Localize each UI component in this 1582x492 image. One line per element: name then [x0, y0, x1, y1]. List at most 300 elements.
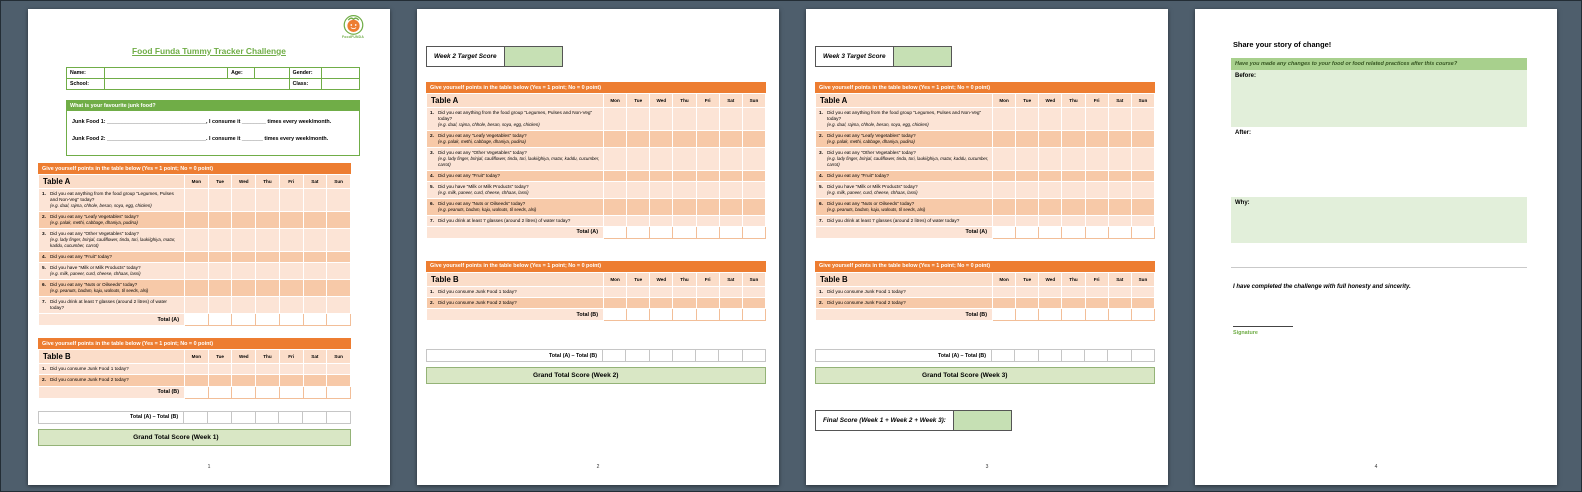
- total-cell: [1062, 309, 1085, 321]
- score-cell: [604, 298, 627, 309]
- score-cell: [185, 279, 209, 296]
- points-instruction-band: Give yourself points in the table below (Yes = 1 point; No = 0 point): [426, 82, 766, 93]
- question-wrap: [438, 173, 601, 179]
- question-wrap: [827, 173, 990, 179]
- total-cell: [1016, 226, 1039, 238]
- score-cell: [673, 148, 696, 171]
- table-header-row: [427, 272, 766, 286]
- question-wrap: [827, 201, 990, 213]
- grand-total-label: Grand Total Score (Week 3): [921, 372, 1008, 380]
- total-row: [816, 226, 1155, 238]
- diff-cells: [991, 350, 1154, 361]
- question-number: 7.: [42, 298, 46, 304]
- school-field: [105, 79, 290, 90]
- question-row: [816, 131, 1155, 148]
- question-wrap: [50, 265, 182, 277]
- score-cell: [327, 296, 351, 313]
- score-cell: [650, 181, 673, 198]
- question-number: 2.: [430, 133, 434, 139]
- page-number: 3: [985, 464, 989, 470]
- total-cell: [604, 226, 627, 238]
- day-header: Mon: [604, 272, 627, 286]
- diff-cell: [183, 412, 207, 423]
- question-cell: [427, 181, 604, 198]
- diff-cell: [1131, 350, 1154, 361]
- page-4: [1195, 9, 1557, 485]
- total-diff-row: [426, 349, 766, 362]
- total-cell: [208, 386, 232, 398]
- question-number: 2.: [42, 377, 46, 383]
- score-cell: [327, 251, 351, 262]
- score-cell: [627, 181, 650, 198]
- divider-line: [1231, 267, 1527, 268]
- score-cell: [742, 148, 765, 171]
- total-cell: [1131, 226, 1154, 238]
- day-header: Sun: [742, 94, 765, 108]
- question-number: 6.: [42, 281, 46, 287]
- school-label: School:: [67, 79, 105, 90]
- question-number: 2.: [819, 133, 823, 139]
- question-cell: [427, 198, 604, 215]
- score-cell: [256, 279, 280, 296]
- score-cell: [650, 148, 673, 171]
- day-header: Fri: [696, 272, 719, 286]
- score-cell: [993, 198, 1016, 215]
- score-cell: [208, 229, 232, 252]
- table-b-section: [815, 261, 1155, 321]
- table-title: Table B: [427, 272, 604, 286]
- score-cell: [719, 198, 742, 215]
- score-cell: [719, 170, 742, 181]
- question-examples: (e.g. palak, methi, cabbage, dhaniya, pudina): [827, 139, 915, 145]
- score-cell: [185, 375, 209, 386]
- question-inner: [39, 297, 184, 313]
- question-row: [39, 279, 351, 296]
- score-cell: [1085, 148, 1108, 171]
- question-cell: [39, 229, 185, 252]
- score-cell: [185, 212, 209, 229]
- question-row: [39, 296, 351, 313]
- table-b: [815, 272, 1155, 321]
- question-wrap: [438, 289, 601, 295]
- question-inner: [427, 199, 603, 215]
- score-cell: [1016, 170, 1039, 181]
- week3-target-label: Week 3 Target Score: [815, 46, 894, 67]
- question-text: Did you eat any "Fruit" today?: [50, 253, 112, 259]
- score-cell: [1108, 181, 1131, 198]
- score-cell: [696, 215, 719, 226]
- score-cell: [1108, 108, 1131, 131]
- score-cell: [1039, 181, 1062, 198]
- score-cell: [1062, 148, 1085, 171]
- score-cell: [1016, 286, 1039, 297]
- diff-cell: [1038, 350, 1061, 361]
- story-question-banner: Have you made any changes to your food or food related practices after this course?: [1231, 58, 1527, 70]
- question-text: Did you eat any "Other Vegetables" today?: [50, 231, 139, 237]
- question-cell: [39, 262, 185, 279]
- question-inner: [39, 252, 184, 262]
- table-header-row: [816, 272, 1155, 286]
- question-examples: (e.g. peanuts, badam, kaju, walnuts, til seeds, alsi): [438, 207, 537, 213]
- score-cell: [1131, 286, 1154, 297]
- total-row: [427, 309, 766, 321]
- after-label: After:: [1235, 130, 1251, 136]
- score-cell: [742, 181, 765, 198]
- question-cell: [427, 298, 604, 309]
- question-examples: (e.g. milk, paneer, curd, cheese, chhaas, lassi): [438, 190, 529, 196]
- table-b: [38, 349, 351, 398]
- table-header-row: [39, 175, 351, 189]
- question-cell: [39, 279, 185, 296]
- day-header: Tue: [208, 350, 232, 364]
- score-cell: [1039, 108, 1062, 131]
- day-header: Sat: [719, 272, 742, 286]
- question-text: Did you consume Junk Food 1 today?: [438, 288, 517, 294]
- question-number: 4.: [819, 172, 823, 178]
- question-row: [427, 286, 766, 297]
- story-title: Share your story of change!: [1233, 40, 1332, 49]
- total-cell: [1016, 309, 1039, 321]
- total-label: Total (B): [39, 386, 185, 398]
- question-row: [39, 212, 351, 229]
- total-cell: [604, 309, 627, 321]
- question-examples: (e.g. daal, rajma, chhole, besan, soya, egg, chicken): [50, 203, 152, 209]
- score-cell: [650, 108, 673, 131]
- score-cell: [696, 170, 719, 181]
- question-text: Did you have "Milk or Milk Products" today?: [50, 264, 141, 270]
- name-label: Name:: [67, 68, 105, 79]
- question-cell: [816, 215, 993, 226]
- score-cell: [673, 108, 696, 131]
- question-wrap: [827, 300, 990, 306]
- question-row: [427, 215, 766, 226]
- score-cell: [1062, 108, 1085, 131]
- score-cell: [256, 189, 280, 212]
- foodfunda-logo: [336, 14, 370, 39]
- question-text: Did you eat anything from the food group "Legumes, Pulses and Non-Veg" today?: [50, 191, 174, 203]
- score-cell: [1085, 298, 1108, 309]
- total-cell: [719, 309, 742, 321]
- question-examples: (e.g. lady finger, brinjal, cauliflower, tinda, tori, lauki/ghiya, matar, kaddu, cucumber, carrot): [50, 237, 176, 248]
- score-cell: [604, 131, 627, 148]
- question-number: 5.: [430, 183, 434, 189]
- diff-label: Total (A) – Total (B): [548, 352, 598, 359]
- score-cell: [696, 131, 719, 148]
- score-cell: [1108, 198, 1131, 215]
- diff-cell: [1061, 350, 1084, 361]
- score-cell: [232, 212, 256, 229]
- score-cell: [327, 212, 351, 229]
- score-cell: [1085, 131, 1108, 148]
- diff-cell: [991, 350, 1014, 361]
- table-title: Table A: [39, 175, 185, 189]
- question-cell: [39, 251, 185, 262]
- score-cell: [993, 148, 1016, 171]
- question-inner: [816, 199, 992, 215]
- question-row: [39, 189, 351, 212]
- score-cell: [1062, 170, 1085, 181]
- question-wrap: [438, 201, 601, 213]
- question-row: [427, 148, 766, 171]
- score-cell: [327, 375, 351, 386]
- day-header: Sun: [742, 272, 765, 286]
- why-section: [1231, 197, 1527, 243]
- question-number: 5.: [819, 183, 823, 189]
- info-row-2: [67, 79, 360, 90]
- question-cell: [427, 108, 604, 131]
- day-header: Fri: [1085, 94, 1108, 108]
- points-instruction-band: Give yourself points in the table below (Yes = 1 point; No = 0 point): [815, 261, 1155, 272]
- score-cell: [696, 181, 719, 198]
- total-row: [39, 314, 351, 326]
- question-number: 3.: [819, 150, 823, 156]
- table-title: Table B: [39, 350, 185, 364]
- question-cell: [816, 181, 993, 198]
- table-b-section: [38, 338, 351, 398]
- total-cell: [256, 386, 280, 398]
- question-row: [816, 108, 1155, 131]
- score-cell: [673, 181, 696, 198]
- question-inner: [816, 171, 992, 181]
- question-inner: [816, 108, 992, 130]
- score-cell: [673, 286, 696, 297]
- score-cell: [256, 375, 280, 386]
- score-cell: [627, 215, 650, 226]
- question-wrap: [50, 377, 182, 383]
- declaration-text: I have completed the challenge with full honesty and sincerity.: [1233, 284, 1411, 290]
- total-cell: [185, 386, 209, 398]
- score-cell: [1131, 108, 1154, 131]
- score-cell: [303, 229, 327, 252]
- score-cell: [719, 298, 742, 309]
- question-number: 3.: [430, 150, 434, 156]
- score-cell: [232, 262, 256, 279]
- score-cell: [993, 131, 1016, 148]
- score-cell: [1016, 298, 1039, 309]
- total-cell: [279, 314, 303, 326]
- total-cell: [696, 309, 719, 321]
- question-text: Did you drink at least 7 glasses (around 2 litres) of water today?: [827, 217, 960, 223]
- total-cell: [1039, 309, 1062, 321]
- question-wrap: [438, 150, 601, 168]
- table-header-row: [427, 94, 766, 108]
- question-row: [427, 108, 766, 131]
- table-b: [426, 272, 766, 321]
- question-number: 1.: [42, 191, 46, 196]
- diff-cell: [625, 350, 648, 361]
- question-text: Did you eat anything from the food group "Legumes, Pulses and Non-Veg" today?: [827, 110, 982, 122]
- score-cell: [1131, 148, 1154, 171]
- score-cell: [650, 198, 673, 215]
- diff-cell: [695, 350, 718, 361]
- question-inner: [816, 298, 992, 308]
- question-row: [427, 198, 766, 215]
- total-cell: [1039, 226, 1062, 238]
- day-header: Wed: [650, 94, 673, 108]
- day-header: Sun: [327, 350, 351, 364]
- question-inner: [427, 131, 603, 147]
- score-cell: [742, 198, 765, 215]
- story-box: [1231, 70, 1527, 243]
- total-cell: [1062, 226, 1085, 238]
- day-header: Wed: [232, 350, 256, 364]
- question-examples: (e.g. peanuts, badam, kaju, walnuts, til seeds, alsi): [50, 288, 149, 294]
- table-title: Table A: [816, 94, 993, 108]
- score-cell: [279, 251, 303, 262]
- score-cell: [627, 170, 650, 181]
- question-number: 4.: [42, 253, 46, 259]
- question-inner: [39, 189, 184, 211]
- table-header-row: [816, 94, 1155, 108]
- question-examples: (e.g. lady finger, brinjal, cauliflower, tinda, tori, lauki/ghiya, matar, kaddu, cucumber, carrot): [827, 156, 989, 167]
- question-inner: [39, 263, 184, 279]
- score-cell: [1085, 181, 1108, 198]
- question-text: Did you drink at least 7 glasses (around 2 litres) of water today?: [438, 217, 571, 223]
- question-text: Did you eat any "Leafy Vegetables" today?: [50, 214, 139, 220]
- score-cell: [1062, 298, 1085, 309]
- question-inner: [39, 364, 184, 374]
- day-header: Mon: [185, 175, 209, 189]
- question-row: [39, 229, 351, 252]
- question-row: [39, 262, 351, 279]
- diff-cell: [1014, 350, 1037, 361]
- question-wrap: [438, 133, 601, 145]
- question-number: 1.: [430, 288, 434, 294]
- score-cell: [303, 189, 327, 212]
- score-cell: [208, 262, 232, 279]
- day-header: Sat: [303, 350, 327, 364]
- question-text: Did you drink at least 7 glasses (around 2 litres) of water today?: [50, 298, 167, 310]
- total-cell: [719, 226, 742, 238]
- score-cell: [1108, 215, 1131, 226]
- score-cell: [742, 131, 765, 148]
- score-cell: [993, 286, 1016, 297]
- question-text: Did you consume Junk Food 2 today?: [827, 300, 906, 306]
- question-cell: [816, 198, 993, 215]
- score-cell: [719, 131, 742, 148]
- score-cell: [1085, 215, 1108, 226]
- day-header: Wed: [232, 175, 256, 189]
- score-cell: [279, 262, 303, 279]
- question-cell: [816, 298, 993, 309]
- score-cell: [1108, 298, 1131, 309]
- week3-target-score-box: [815, 46, 1168, 67]
- score-cell: [719, 286, 742, 297]
- score-cell: [627, 148, 650, 171]
- score-cell: [1108, 170, 1131, 181]
- question-row: [816, 148, 1155, 171]
- day-header: Sun: [327, 175, 351, 189]
- day-header: Wed: [1039, 272, 1062, 286]
- gender-label: Gender:: [289, 68, 321, 79]
- score-cell: [1131, 131, 1154, 148]
- junk-food-question-header: What is your favourite junk food?: [66, 100, 360, 111]
- score-cell: [650, 170, 673, 181]
- question-cell: [427, 148, 604, 171]
- table-a: [38, 174, 351, 326]
- score-cell: [650, 215, 673, 226]
- why-label: Why:: [1235, 200, 1250, 206]
- diff-cell: [302, 412, 326, 423]
- question-wrap: [827, 133, 990, 145]
- total-diff-row: [815, 349, 1155, 362]
- day-header: Sat: [719, 94, 742, 108]
- logo-text: FoodFUNDA: [342, 35, 364, 39]
- score-cell: [1016, 131, 1039, 148]
- score-cell: [303, 364, 327, 375]
- score-cell: [604, 286, 627, 297]
- signature-line: [1233, 326, 1293, 327]
- question-text: Did you eat any "Nuts or Oilseeds" today?: [50, 281, 138, 287]
- total-cell: [303, 386, 327, 398]
- question-wrap: [50, 254, 182, 260]
- page-1: [28, 9, 390, 485]
- table-a-section: [815, 82, 1155, 239]
- score-cell: [279, 279, 303, 296]
- score-cell: [993, 170, 1016, 181]
- day-header: Sun: [1131, 272, 1154, 286]
- age-label: Age:: [228, 68, 254, 79]
- score-cell: [719, 215, 742, 226]
- diff-cells: [183, 412, 350, 423]
- question-number: 3.: [42, 231, 46, 237]
- grand-total-row: [426, 367, 766, 384]
- score-cell: [303, 279, 327, 296]
- total-cell: [742, 309, 765, 321]
- day-header: Tue: [627, 272, 650, 286]
- day-header: Tue: [208, 175, 232, 189]
- question-cell: [816, 148, 993, 171]
- day-header: Tue: [1016, 272, 1039, 286]
- score-cell: [1039, 170, 1062, 181]
- table-header-row: [39, 350, 351, 364]
- question-cell: [427, 215, 604, 226]
- total-cell: [742, 226, 765, 238]
- score-cell: [719, 108, 742, 131]
- grand-total-row: [38, 429, 351, 446]
- question-row: [427, 131, 766, 148]
- score-cell: [279, 229, 303, 252]
- score-cell: [1062, 131, 1085, 148]
- score-cell: [1108, 286, 1131, 297]
- question-inner: [427, 108, 603, 130]
- question-wrap: [50, 366, 182, 372]
- score-cell: [232, 296, 256, 313]
- signature-label: Signature: [1233, 330, 1258, 336]
- question-examples: (e.g. milk, paneer, curd, cheese, chhaas, lassi): [50, 271, 141, 277]
- score-cell: [232, 251, 256, 262]
- question-inner: [427, 171, 603, 181]
- score-cell: [279, 189, 303, 212]
- day-header: Fri: [279, 175, 303, 189]
- score-cell: [256, 296, 280, 313]
- score-cell: [185, 189, 209, 212]
- question-text: Did you have "Milk or Milk Products" today?: [827, 183, 918, 189]
- day-header: Mon: [604, 94, 627, 108]
- total-label: Total (A): [427, 226, 604, 238]
- score-cell: [185, 229, 209, 252]
- score-cell: [1085, 108, 1108, 131]
- total-cell: [696, 226, 719, 238]
- question-number: 4.: [430, 172, 434, 178]
- question-wrap: [438, 218, 601, 224]
- question-examples: (e.g. peanuts, badam, kaju, walnuts, til seeds, alsi): [827, 207, 926, 213]
- score-cell: [327, 189, 351, 212]
- score-cell: [742, 215, 765, 226]
- diff-cell: [1107, 350, 1130, 361]
- total-cell: [650, 226, 673, 238]
- diff-cell: [602, 350, 625, 361]
